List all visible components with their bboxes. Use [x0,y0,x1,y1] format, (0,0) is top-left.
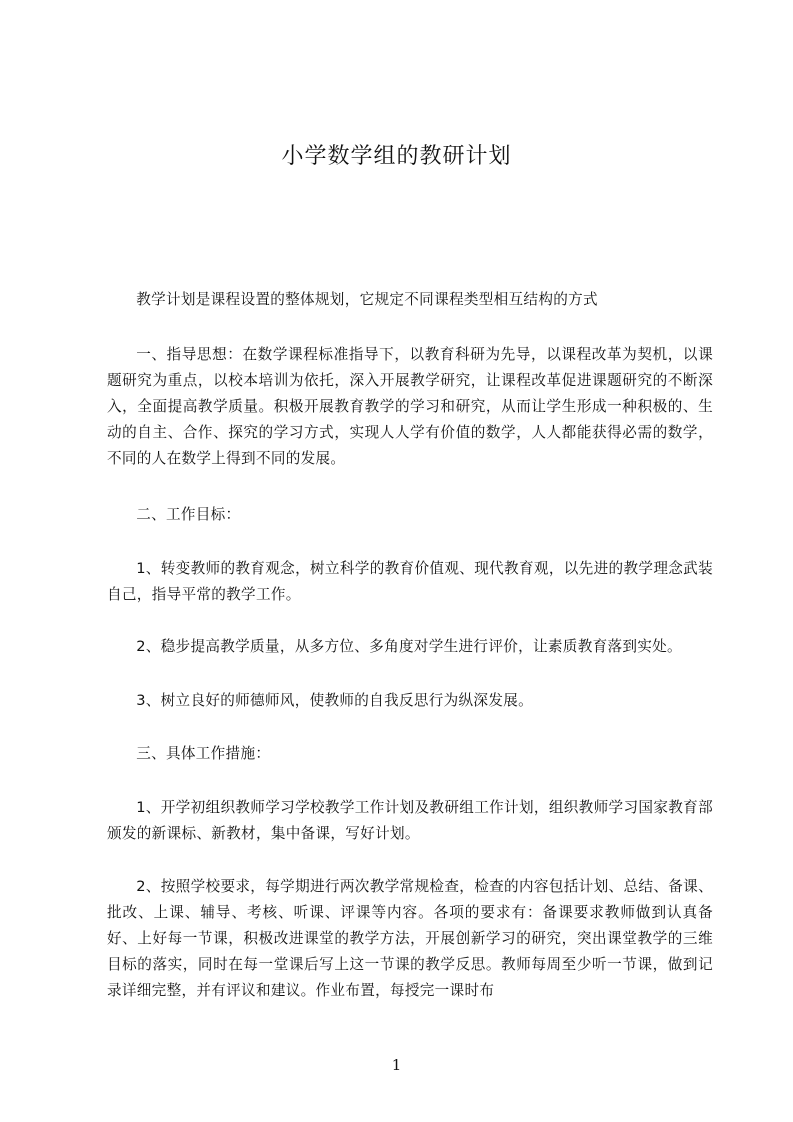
measure-1-paragraph: 1、开学初组织教师学习学校教学工作计划及教研组工作计划，组织教师学习国家教育部颁发的新课标、新教材，集中备课，写好计划。 [107,799,713,842]
document-title: 小学数学组的教研计划 [281,144,512,169]
guiding-thought-paragraph: 一、指导思想：在数学课程标准指导下，以教育科研为先导，以课程改革为契机，以课题研究为重点，以校本培训为依托，深入开展教学研究，让课程改革促进课题研究的不断深入，全面提高教学质量。积极开展教育教学的学习和研究，从而让学生形成一种积极的、生动的自主、合作、探究的学习方式，实现人人学有价值的数学，人人都能获得必需的数学，不同的人在数学上得到不同的发展。 [107,346,713,467]
goals-heading: 二、工作目标： [136,506,241,523]
goal-3-paragraph: 3、树立良好的师德师风，使教师的自我反思行为纵深发展。 [136,692,534,709]
goal-1-paragraph: 1、转变教师的教育观念，树立科学的教育价值观、现代教育观，以先进的教学理念武装自己，指导平常的教学工作。 [107,560,713,603]
measures-heading: 三、具体工作措施： [136,745,271,762]
page-number: 1 [391,1056,402,1074]
measure-2-paragraph: 2、按照学校要求，每学期进行两次教学常规检查，检查的内容包括计划、总结、备课、批改、上课、辅导、考核、听课、评课等内容。各项的要求有：备课要求教师做到认真备好、上好每一节课，积极改进课堂的教学方法，开展创新学习的研究，突出课堂教学的三维目标的落实，同时在每一堂课后写上这一节课的教学反思。教师每周至少听一节课，做到记录详细完整，并有评议和建议。作业布置，每授完一课时布 [107,878,713,999]
goal-2-paragraph: 2、稳步提高教学质量，从多方位、多角度对学生进行评价，让素质教育落到实处。 [136,638,682,655]
intro-paragraph: 教学计划是课程设置的整体规划，它规定不同课程类型相互结构的方式 [136,291,598,308]
